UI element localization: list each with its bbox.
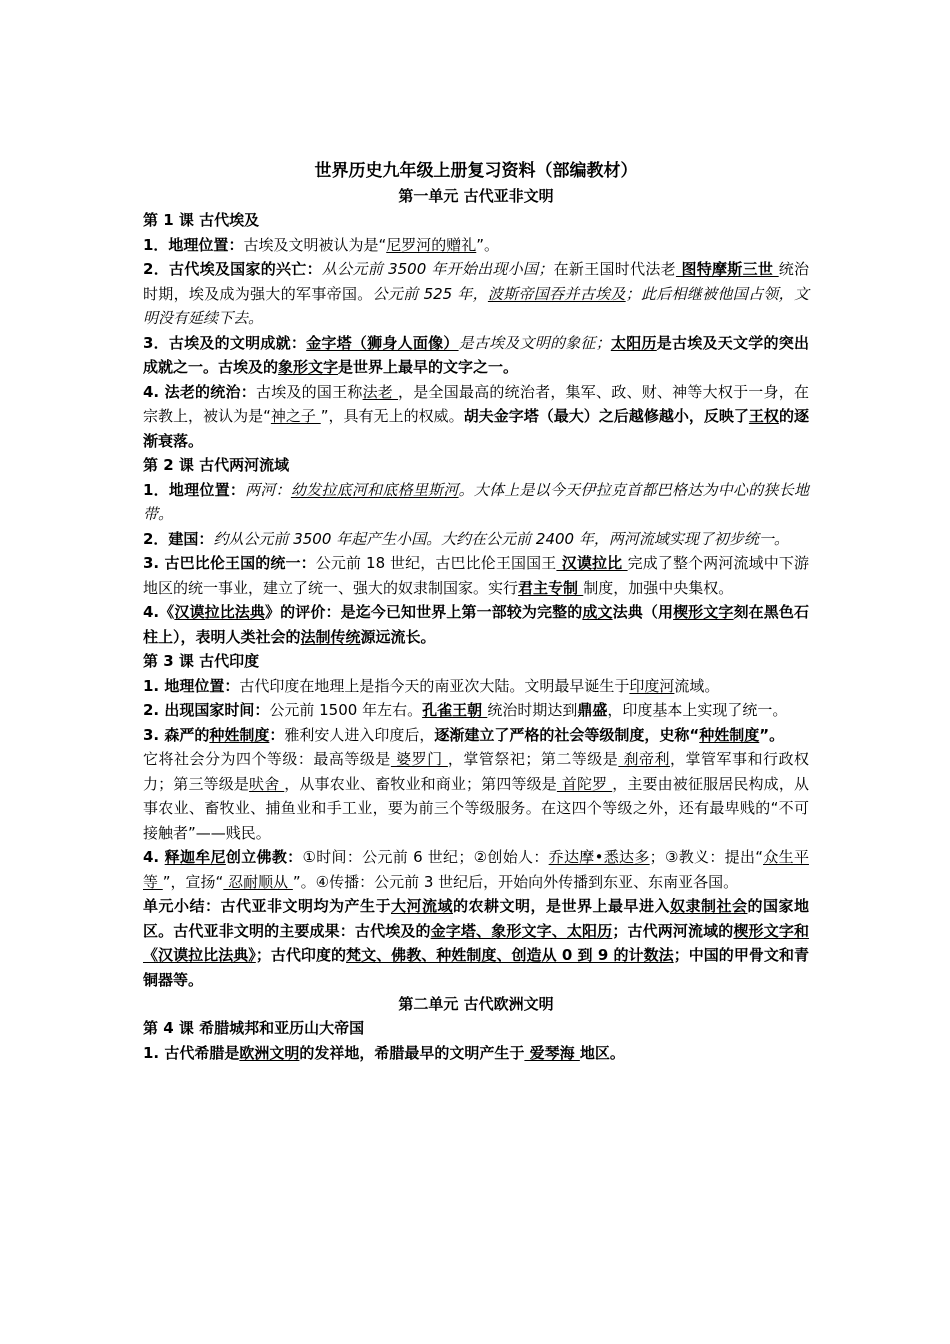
l4-p1-text-a: 1. 古代希腊是 <box>143 1043 240 1062</box>
l3-p3-label-a: 3. 森严的 <box>143 725 210 744</box>
l3-p5-key-d: 忍耐顺从 <box>223 872 293 891</box>
l1-paragraph-1 <box>143 233 809 258</box>
l2-paragraph-1 <box>143 478 809 527</box>
l2-p4-key-a: 汉谟拉比法典 <box>174 603 266 621</box>
summary-text-e: ；古代印度的 <box>255 946 347 964</box>
unit-heading-2: 第二单元 古代欧洲文明 <box>398 995 554 1013</box>
l3-p2-text-b: 统治时期达到 <box>487 701 578 719</box>
lesson-heading-2: 第 2 课 古代两河流域 <box>143 456 290 474</box>
l2-p3-text-c: 制度，加强中央集权。 <box>583 578 734 597</box>
l3-p5-key-b: 乔达摩•悉达多 <box>548 848 650 866</box>
l4-p1-key-a: 欧洲文明 <box>239 1043 300 1062</box>
l3-p5-text-b: ；③教义：提出“ <box>649 848 764 866</box>
lesson-heading-1: 第 1 课 古代埃及 <box>143 211 260 229</box>
l3-p4-text-e: ，主要由被征服居民构成，从事农业、畜牧业、捕鱼业和手工业，要为前三个等级服务。在这四个等级之外，还有最卑贱的“不可接触者”——贱民。 <box>143 774 809 842</box>
l1-p3-key-b: 太阳历 <box>610 333 657 352</box>
l3-p3-key-a: 种姓制度 <box>209 725 270 744</box>
l3-paragraph-2 <box>143 698 809 723</box>
l2-p1-key: 幼发拉底河和底格里斯河 <box>290 480 459 499</box>
l3-p5-text-d: ”。④传播：公元前 3 世纪后，开始向外传播到东亚、东南亚各国。 <box>292 872 739 891</box>
l1-p4-key-a: 法老 <box>362 382 399 401</box>
l1-paragraph-4 <box>143 380 809 454</box>
l3-p4-key-b: 刹帝利 <box>618 750 671 768</box>
l3-p3-text-b: 逐渐建立了严格的社会等级制度，史称“ <box>434 725 700 744</box>
l3-p3-text-c: ”。 <box>759 725 785 744</box>
l3-p4-key-c: 吠舍 <box>249 774 285 793</box>
summary-text-b: 的农耕文明，是世界上最早进入 <box>452 897 670 915</box>
l2-p4-text-b: 法典（用 <box>612 603 674 621</box>
l3-p2-key-b: 鼎盛 <box>577 701 608 719</box>
l3-p4-text-c: ，掌管军事和行政权力；第三等级是 <box>143 750 809 793</box>
l2-p3-label: 3. 古巴比伦王国的统一： <box>143 554 316 572</box>
l2-paragraph-4 <box>143 600 809 649</box>
document-page <box>143 158 809 1065</box>
l3-p2-text-c: ，印度基本上实现了统一。 <box>607 701 788 719</box>
l2-p4-key-d: 法制传统 <box>300 627 361 646</box>
l2-p2-label: 2．建国： <box>143 529 214 548</box>
doc-title: 世界历史九年级上册复习资料（部编教材） <box>314 161 638 181</box>
l3-paragraph-5 <box>143 845 809 894</box>
l3-p5-text-c: ”，宣扬“ <box>162 872 224 891</box>
l2-p3-key-b: 君主专制 <box>518 578 584 597</box>
l3-p4-key-d: 首陀罗 <box>556 774 613 793</box>
summary-key-d: 楔形文字和《汉谟拉比法典》 <box>143 921 809 964</box>
l1-p2-text-e: ；此后相继被他国占领，文明没有延续下去。 <box>143 284 809 327</box>
l1-p1-end: ”。 <box>476 235 500 254</box>
l3-p1-key: 印度河 <box>629 676 675 695</box>
l2-p3-text-a: 公元前 18 世纪，古巴比伦王国国王 <box>315 554 557 572</box>
summary-text-a: 单元小结：古代亚非文明均为产生于 <box>143 897 391 915</box>
l3-p4-text-b: ，掌管祭祀；第二等级是 <box>447 750 619 768</box>
l2-p4-text-c: 刻在黑色石柱上），表明人类社会的 <box>143 603 809 646</box>
l1-p2-label: 2．古代埃及国家的兴亡： <box>143 260 322 278</box>
summary-text-f: ；中国的甲骨文和青铜器等。 <box>143 946 809 989</box>
l3-p5-label-a: 4. <box>143 848 165 866</box>
l3-p5-label-b: 创立佛教： <box>225 848 303 866</box>
l1-paragraph-3 <box>143 331 809 380</box>
l3-p4-text-a: 它将社会分为四个等级：最高等级是 <box>143 750 391 768</box>
l1-p4-text-d: 胡夫金字塔（最大）之后越修越小，反映了 <box>463 407 749 425</box>
l1-p1-key: 尼罗河的赠礼 <box>386 235 477 254</box>
summary-key-c: 金字塔、象形文字、太阳历 <box>430 921 613 940</box>
l2-paragraph-2 <box>143 527 809 552</box>
l3-p2-text-a: 公元前 1500 年左右。 <box>269 701 423 719</box>
l3-paragraph-1 <box>143 674 809 699</box>
l1-p3-text-a: 是古埃及文明的象征； <box>458 333 611 352</box>
l1-p4-text-c: ”，具有无上的权威。 <box>320 407 464 425</box>
l1-p2-text-a: 从公元前 3500 年开始出现小国； <box>321 260 554 278</box>
l3-p2-key-a: 孔雀王朝 <box>422 701 488 719</box>
l2-paragraph-3 <box>143 551 809 600</box>
l1-p4-text-b: ，是全国最高的统治者，集军、政、财、神等大权于一身，在宗教上，被认为是“ <box>143 382 809 425</box>
l2-p3-key-a: 汉谟拉比 <box>556 554 628 572</box>
l3-p5-text-a: ①时间：公元前 6 世纪；②创始人： <box>302 848 549 866</box>
l3-p3-text-a: 雅利安人进入印度后， <box>284 725 435 744</box>
summary-key-e: 梵文、佛教、种姓制度、创造从 0 到 9 的计数法 <box>346 946 674 964</box>
l1-p2-text-d: 公元前 525 年， <box>372 284 488 303</box>
l3-paragraph-4 <box>143 747 809 845</box>
l1-p4-text-e: 的逐渐衰落。 <box>143 407 809 450</box>
l3-paragraph-3 <box>143 723 809 748</box>
l2-p1-text-b: 。大体上是以今天伊拉克首都巴格达为中心的狭长地带。 <box>143 480 809 523</box>
l4-p1-text-b: 的发祥地，希腊最早的文明产生于 <box>299 1043 525 1062</box>
l3-p2-label: 2. 出现国家时间： <box>143 701 270 719</box>
l1-p1-text: 古埃及文明被认为是“ <box>243 235 387 254</box>
summary-text-d: ；古代两河流域的 <box>612 921 734 940</box>
l1-p2-key-b: 波斯帝国吞并古埃及 <box>487 284 626 303</box>
l2-p4-key-b: 成文 <box>582 603 613 621</box>
l1-p2-text-c: 统治时期，埃及成为强大的军事帝国。 <box>143 260 809 303</box>
l3-p5-key-c: 众生平等 <box>143 848 809 891</box>
l2-p4-label: 4.《 <box>143 603 175 621</box>
l4-paragraph-1 <box>143 1041 809 1066</box>
summary-text-c: 的国家地区。古代亚非文明的主要成果：古代埃及的 <box>143 897 809 940</box>
l1-p4-key-c: 王权 <box>748 407 779 425</box>
l1-p2-text-b: 在新王国时代法老 <box>553 260 676 278</box>
l1-p4-label: 4. 法老的统治： <box>143 382 256 401</box>
l1-p1-label: 1．地理位置： <box>143 235 244 254</box>
l1-p3-text-b: 是古埃及天文学的突出成就之一。古埃及的 <box>143 333 809 376</box>
l2-p1-text-a: 两河： <box>245 480 291 499</box>
lesson-heading-3: 第 3 课 古代印度 <box>143 652 260 670</box>
l3-p3-label-b: ： <box>269 725 285 744</box>
l3-p5-key-a: 释迦牟尼 <box>164 848 226 866</box>
l2-p4-key-c: 楔形文字 <box>673 603 734 621</box>
l3-p3-key-b: 种姓制度 <box>699 725 760 744</box>
l1-p3-key-a: 金字塔（狮身人面像） <box>306 333 459 352</box>
l1-p2-key-a: 图特摩斯三世 <box>675 260 779 278</box>
l2-p2-text: 约从公元前 3500 年起产生小国。大约在公元前 2400 年，两河流域实现了初步统一。 <box>213 529 789 548</box>
l3-p1-label: 1. 地理位置： <box>143 676 240 695</box>
l1-p4-key-b: 神之子 <box>270 407 321 425</box>
unit-heading-1: 第一单元 古代亚非文明 <box>398 187 554 205</box>
l2-p1-label: 1．地理位置： <box>143 480 246 499</box>
l2-p4-text-a: 》的评价：是迄今已知世界上第一部较为完整的 <box>265 603 583 621</box>
summary-key-a: 大河流域 <box>390 897 453 915</box>
l1-paragraph-2 <box>143 257 809 331</box>
unit-summary <box>143 894 809 992</box>
lesson-heading-4: 第 4 课 希腊城邦和亚历山大帝国 <box>143 1019 365 1037</box>
l4-p1-text-c: 地区。 <box>579 1043 625 1062</box>
l3-p1-text-b: 流域。 <box>674 676 720 695</box>
summary-key-b: 奴隶制社会 <box>669 897 748 915</box>
l1-p4-text-a: 古埃及的国王称 <box>255 382 363 401</box>
l3-p4-text-d: ，从事农业、畜牧业和商业；第四等级是 <box>284 774 557 793</box>
l2-p4-text-d: 源远流长。 <box>360 627 436 646</box>
l3-p1-text-a: 古代印度在地理上是指今天的南亚次大陆。文明最早诞生于 <box>239 676 630 695</box>
l1-p3-key-c: 象形文字 <box>278 358 339 376</box>
l3-p4-key-a: 婆罗门 <box>390 750 448 768</box>
l1-p3-label: 3．古埃及的文明成就： <box>143 333 307 352</box>
l2-p3-text-b: 完成了整个两河流域中下游地区的统一事业，建立了统一、强大的奴隶制国家。实行 <box>143 554 809 597</box>
l1-p3-text-c: 是世界上最早的文字之一。 <box>338 358 519 376</box>
l4-p1-key-b: 爱琴海 <box>524 1043 580 1062</box>
